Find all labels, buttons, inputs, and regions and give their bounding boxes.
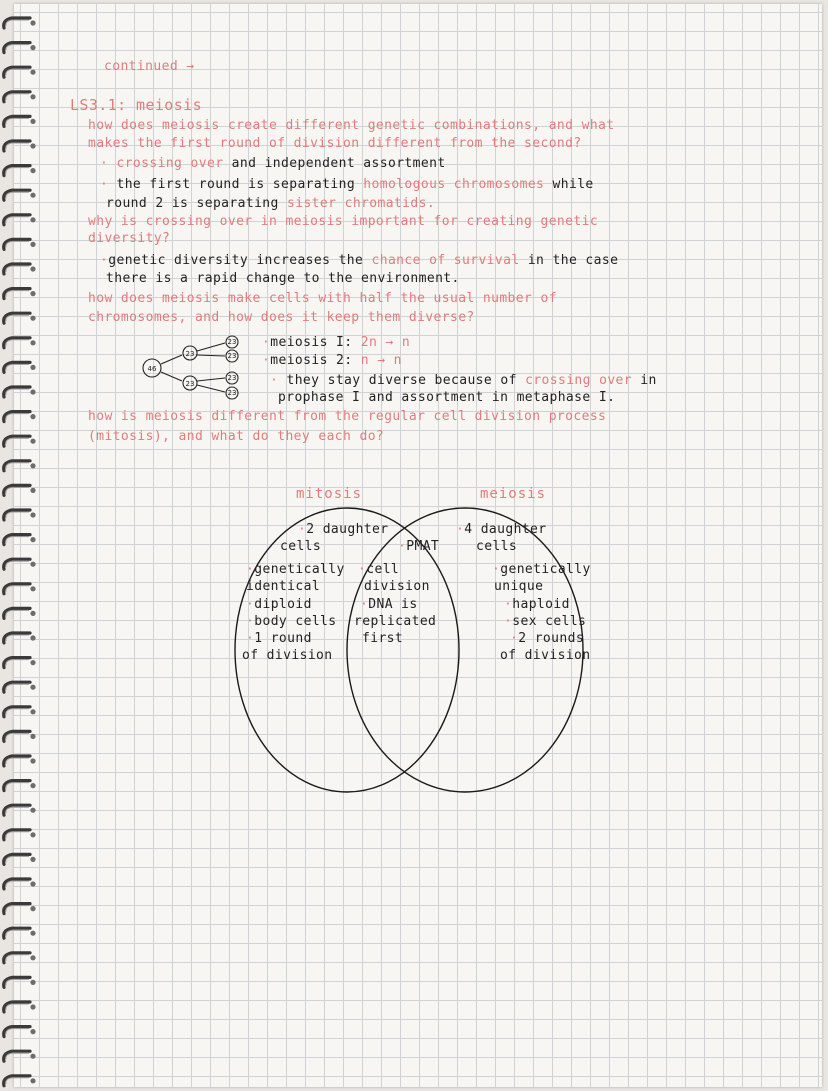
mitosis-item-3: ·diploid — [246, 597, 312, 612]
shared-item-1: ·cell — [358, 562, 400, 577]
question-1-line-2: makes the first round of division different from the second? — [88, 136, 582, 151]
section-title: LS3.1: meiosis — [70, 96, 203, 114]
venn-heading-mitosis: mitosis — [296, 486, 363, 502]
diagram-label-parent: 46 — [147, 365, 157, 373]
question-4-line-1: how is meiosis different from the regular cell division process — [88, 409, 607, 424]
question-3-line-1: how does meiosis make cells with half the usual number of — [88, 291, 557, 306]
diagram-label-daughter-2: 23 — [185, 380, 195, 388]
question-2-line-2: diversity? — [88, 231, 171, 246]
diagram-label-gamete-4: 23 — [227, 389, 237, 397]
shared-item-2: ·DNA is — [360, 597, 418, 612]
diagram-label-gamete-1: 23 — [227, 338, 237, 346]
mitosis-item-4: ·body cells — [246, 614, 337, 629]
mitosis-item-2: ·genetically — [246, 562, 345, 577]
answer-1-bullet-2-cont: round 2 is separating sister chromatids. — [106, 196, 436, 211]
question-1-line-1: how does meiosis create different genetic combinations, and what — [88, 118, 615, 133]
meiosis-item-2: ·genetically — [492, 562, 591, 577]
venn-heading-meiosis: meiosis — [480, 486, 547, 502]
diagram-label-gamete-3: 23 — [227, 374, 237, 382]
answer-2-line-2: there is a rapid change to the environment. — [106, 271, 460, 286]
question-4-line-2: (mitosis), and what do they each do? — [88, 429, 385, 444]
meiosis-item-2-cont: unique — [494, 579, 544, 594]
answer-1-bullet-2: · the first round is separating homologous chromosomes while — [100, 177, 594, 192]
meiosis-item-1-cont: cells — [476, 539, 518, 554]
meiosis-1-ploidy: ·meiosis I: 2n → n — [262, 335, 411, 350]
meiosis-item-4: ·sex cells — [504, 614, 587, 629]
question-2-line-1: why is crossing over in meiosis important for creating genetic — [88, 214, 599, 229]
shared-item-2-cont-2: first — [362, 631, 404, 646]
diagram-label-gamete-2: 23 — [227, 352, 237, 360]
mitosis-item-5: ·1 round — [246, 631, 312, 646]
diagram-label-daughter-1: 23 — [185, 350, 195, 358]
mitosis-item-1-cont: cells — [280, 539, 322, 554]
answer-2-line-1: ·genetic diversity increases the chance of survival in the case — [100, 253, 619, 268]
meiosis-item-5: ·2 rounds — [510, 631, 585, 646]
question-3-line-2: chromosomes, and how does it keep them diverse? — [88, 310, 475, 325]
answer-3-line-1: · they stay diverse because of crossing over in — [270, 373, 657, 388]
answer-1-bullet-1: · crossing over and independent assortment — [100, 156, 446, 171]
shared-item-2-cont: replicated — [354, 614, 437, 629]
answer-3-line-2: prophase I and assortment in metaphase I. — [278, 390, 616, 405]
shared-item-1-cont: division — [364, 579, 430, 594]
meiosis-item-3: ·haploid — [504, 597, 570, 612]
meiosis-item-1: ·4 daughter — [456, 522, 547, 537]
mitosis-item-1: ·2 daughter — [298, 522, 389, 537]
meiosis-item-5-cont: of division — [500, 648, 591, 663]
meiosis-2-ploidy: ·meiosis 2: n → n — [262, 353, 402, 368]
mitosis-item-2-cont: identical — [246, 579, 321, 594]
continued-label: continued → — [104, 59, 195, 74]
shared-pmat: ·PMAT — [398, 539, 440, 554]
mitosis-item-5-cont: of division — [242, 648, 333, 663]
